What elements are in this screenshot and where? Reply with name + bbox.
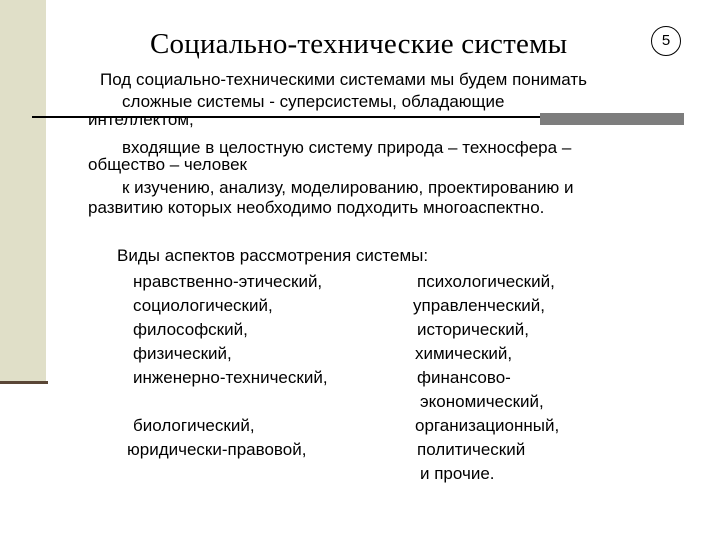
- slide-title: Социально-технические системы: [150, 28, 568, 60]
- divider-bar: [540, 113, 684, 125]
- aspect-item: исторический,: [417, 320, 529, 339]
- aspect-item: социологический,: [133, 296, 273, 315]
- definition-line: Под социально-техническими системами мы будем понимать: [100, 70, 588, 89]
- aspect-item: философский,: [133, 320, 248, 339]
- definition-line: сложные системы - суперсистемы, обладающие: [122, 92, 505, 111]
- aspects-heading: Виды аспектов рассмотрения системы:: [117, 246, 429, 265]
- side-panel-edge: [0, 381, 48, 384]
- definition-line: интеллектом,: [88, 110, 194, 129]
- aspect-item: юридически-правовой,: [127, 440, 307, 459]
- aspect-item: физический,: [133, 344, 232, 363]
- aspect-item: финансово-: [417, 368, 511, 387]
- aspect-item: организационный,: [415, 416, 560, 435]
- aspect-item: нравственно-этический,: [133, 272, 323, 291]
- aspect-item: психологический,: [417, 272, 555, 291]
- slide-number-badge: 5: [651, 26, 681, 56]
- aspect-item: инженерно-технический,: [133, 368, 328, 387]
- definition-line: общество – человек: [88, 155, 247, 174]
- definition-line: развитию которых необходимо подходить многоаспектно.: [88, 198, 545, 217]
- definition-line: входящие в целостную систему природа – техносфера –: [122, 138, 572, 157]
- side-panel: [0, 0, 46, 384]
- aspect-item: управленческий,: [413, 296, 545, 315]
- aspect-item: экономический,: [420, 392, 544, 411]
- aspect-item: химический,: [415, 344, 513, 363]
- aspect-item: биологический,: [133, 416, 255, 435]
- aspect-item: и прочие.: [420, 464, 495, 483]
- definition-line: к изучению, анализу, моделированию, проектированию и: [122, 178, 574, 197]
- aspect-item: политический: [417, 440, 526, 459]
